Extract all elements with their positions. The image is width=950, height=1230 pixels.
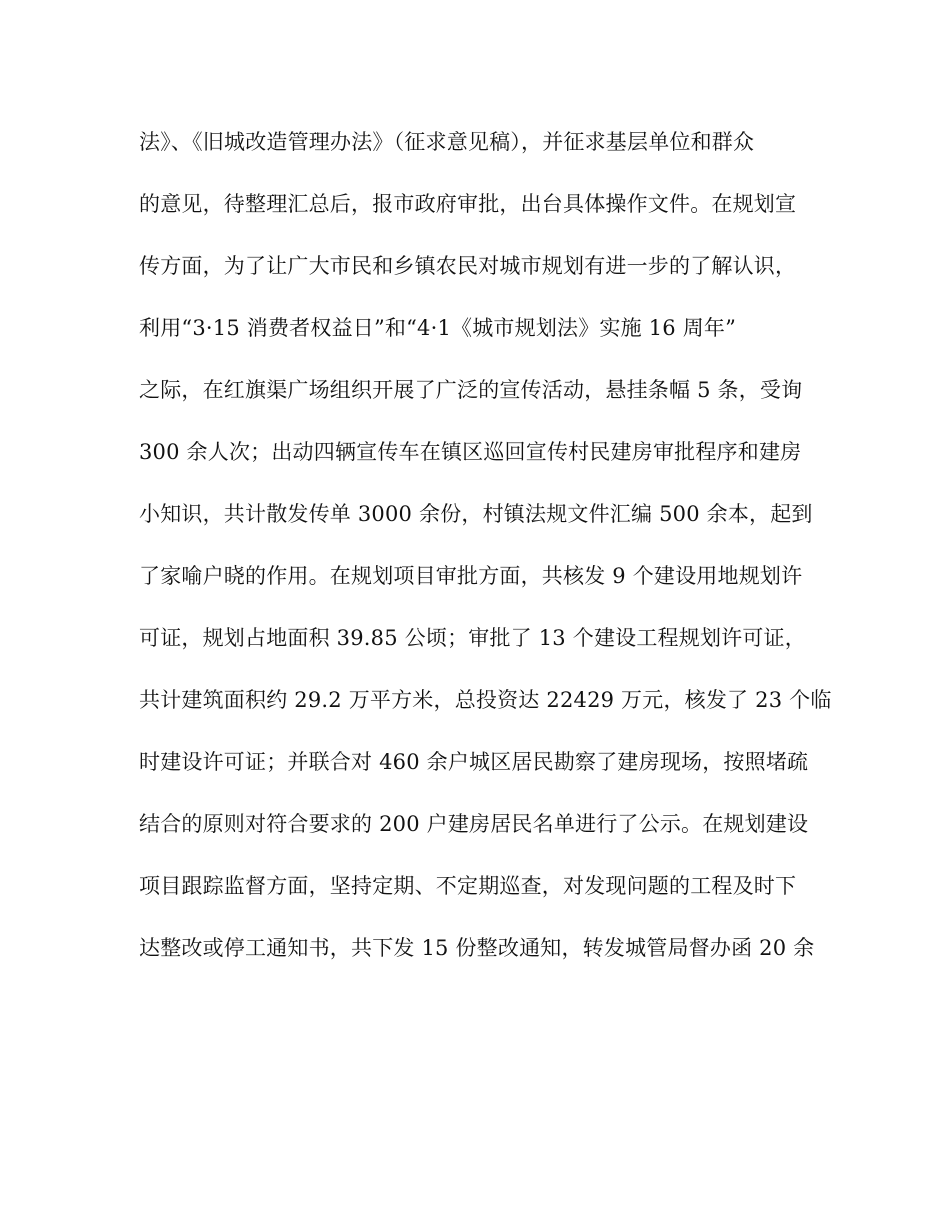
text-line: 了家喻户晓的作用。在规划项目审批方面，共核发 9 个建设用地规划许	[139, 564, 803, 588]
text-line: 利用“3·15 消费者权益日”和“4·1《城市规划法》实施 16 周年”	[139, 316, 737, 340]
text-line: 传方面，为了让广大市民和乡镇农民对城市规划有进一步的了解认识，	[139, 254, 797, 278]
text-line: 可证，规划占地面积 39.85 公顷；审批了 13 个建设工程规划许可证，	[139, 626, 806, 650]
text-line: 小知识，共计散发传单 3000 余份，村镇法规文件汇编 500 余本，起到	[139, 502, 813, 526]
text-line: 300 余人次；出动四辆宣传车在镇区巡回宣传村民建房审批程序和建房	[139, 440, 802, 464]
text-line: 的意见，待整理汇总后，报市政府审批，出台具体操作文件。在规划宣	[139, 192, 797, 216]
text-line: 共计建筑面积约 29.2 万平方米，总投资达 22429 万元，核发了 23 个临	[139, 688, 832, 712]
text-line: 时建设许可证；并联合对 460 余户城区居民勘察了建房现场，按照堵疏	[139, 750, 809, 774]
text-line: 法》、《旧城改造管理办法》（征求意见稿），并征求基层单位和群众	[139, 130, 755, 154]
text-line: 之际，在红旗渠广场组织开展了广泛的宣传活动，悬挂条幅 5 条，受询	[139, 378, 803, 402]
body-paragraph	[139, 120, 832, 988]
text-line: 结合的原则对符合要求的 200 户建房居民名单进行了公示。在规划建设	[139, 812, 809, 836]
text-line: 达整改或停工通知书，共下发 15 份整改通知，转发城管局督办函 20 余	[139, 936, 815, 960]
text-line: 项目跟踪监督方面，坚持定期、不定期巡查，对发现问题的工程及时下	[139, 874, 797, 898]
